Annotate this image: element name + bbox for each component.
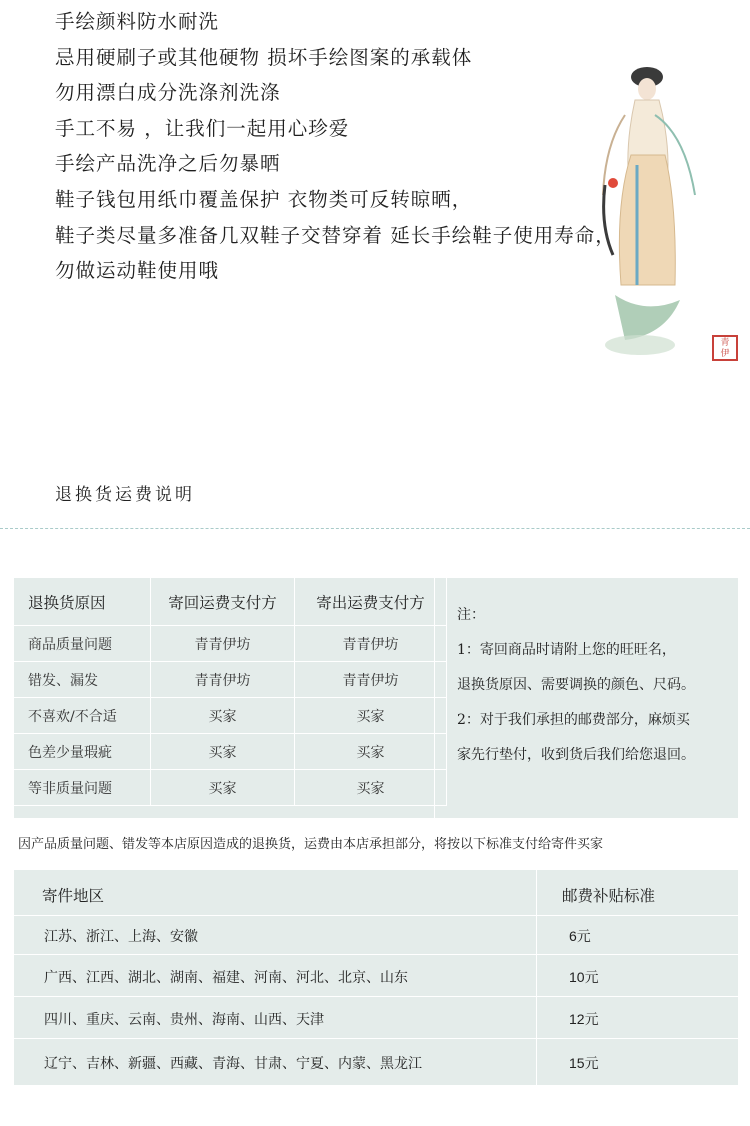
header-cell: 寄出运费支付方 [295,578,447,626]
care-line: 勿用漂白成分洗涤剂洗涤 [55,81,281,105]
dashed-divider [0,528,750,529]
amount-cell: 15元 [569,1055,599,1071]
send-payer-cell: 青青伊坊 [295,626,447,662]
header-cell: 寄回运费支付方 [151,578,295,626]
table-row [14,955,738,997]
care-line: 鞋子钱包用纸巾覆盖保护 衣物类可反转晾晒， [55,187,473,211]
amount-cell: 10元 [569,969,599,985]
section-title: 退换货运费说明 [55,485,195,505]
note-line: 家先行垫付，收到货后我们给您退回。 [457,747,695,763]
table-row [14,626,447,662]
return-payer-cell: 青青伊坊 [151,662,295,698]
table-header-row [14,578,447,626]
region-cell: 广西、江西、湖北、湖南、福建、河南、河北、北京、山东 [44,970,408,986]
region-cell: 江苏、浙江、上海、安徽 [44,929,198,945]
reason-cell: 等非质量问题 [14,770,151,806]
table-row [14,997,738,1039]
shipping-subsidy-table [14,870,738,1085]
send-payer-cell: 买家 [295,698,447,734]
region-cell: 辽宁、吉林、新疆、西藏、青海、甘肃、宁夏、内蒙、黑龙江 [44,1056,422,1072]
amount-cell: 12元 [569,1011,599,1027]
return-policy-table [14,578,738,818]
note-line: 1：寄回商品时请附上您的旺旺名， [457,642,676,658]
painted-lady-illustration [585,55,705,365]
care-line: 鞋子类尽量多准备几双鞋子交替穿着 延长手绘鞋子使用寿命， [55,223,616,247]
table-row [14,698,447,734]
region-cell: 四川、重庆、云南、贵州、海南、山西、天津 [44,1012,324,1028]
header-region: 寄件地区 [42,887,105,905]
care-line: 忌用硬刷子或其他硬物 损坏手绘图案的承载体 [55,45,473,69]
table-row [14,662,447,698]
return-payer-cell: 青青伊坊 [151,626,295,662]
send-payer-cell: 青青伊坊 [295,662,447,698]
care-line: 勿做运动鞋使用哦 [55,259,220,283]
reason-cell: 色差少量瑕疵 [14,734,151,770]
return-payer-cell: 买家 [151,734,295,770]
note-line: 退换货原因、需要调换的颜色、尺码。 [457,677,695,693]
reason-cell: 错发、漏发 [14,662,151,698]
care-line: 手绘颜料防水耐洗 [55,10,220,33]
return-payer-cell: 买家 [151,770,295,806]
return-note [434,578,738,818]
send-payer-cell: 买家 [295,770,447,806]
header-amount: 邮费补贴标准 [562,887,656,905]
table-row [14,915,738,955]
send-payer-cell: 买家 [295,734,447,770]
shipping-subsidy-notice: 因产品质量问题、错发等本店原因造成的退换货，运费由本店承担部分，将按以下标准支付给寄件买家 [18,837,604,852]
note-title: 注： [457,607,485,623]
table-row [14,1039,738,1085]
care-line: 手绘产品洗净之后勿暴晒 [55,152,281,176]
table-header-row [14,870,738,916]
care-line: 手工不易 ，让我们一起用心珍爱 [55,116,350,140]
reason-cell: 不喜欢/不合适 [14,698,151,734]
header-cell: 退换货原因 [14,578,151,626]
table-row [14,734,447,770]
reason-cell: 商品质量问题 [14,626,151,662]
red-seal-stamp: 青 伊 [712,335,738,361]
note-line: 2：对于我们承担的邮费部分，麻烦买 [457,712,690,728]
amount-cell: 6元 [569,928,591,944]
return-payer-cell: 买家 [151,698,295,734]
table-row [14,770,447,806]
